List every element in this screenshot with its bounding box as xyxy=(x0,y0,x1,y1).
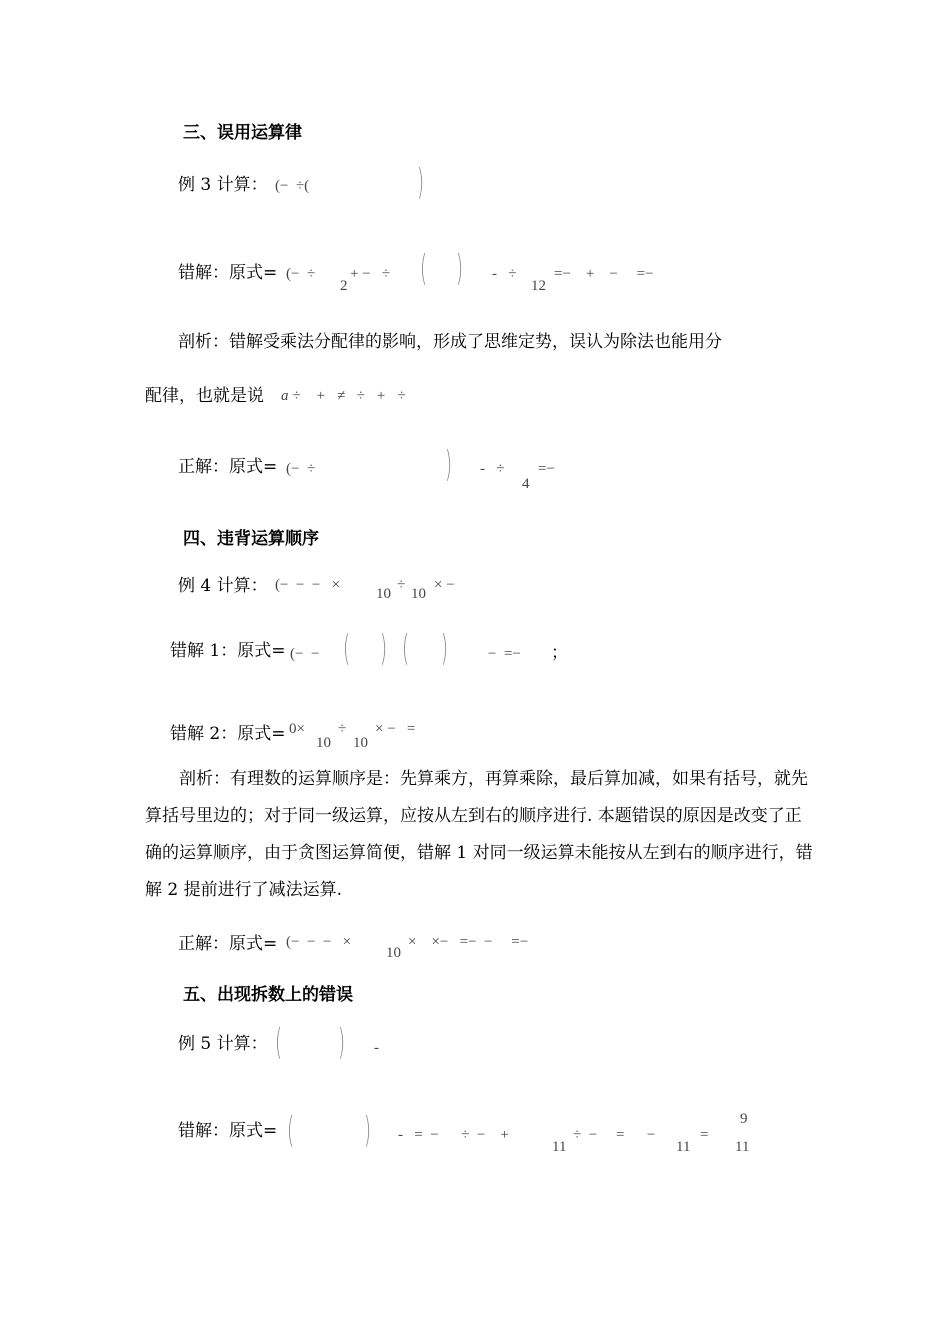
section3-wrong-expr-a: (− ÷ xyxy=(286,266,316,282)
section5-example-expr: - xyxy=(374,1040,379,1056)
section3-correct-label: 正解：原式= xyxy=(178,457,278,477)
section3-wrong-denominator-1: 2 xyxy=(340,278,348,294)
section5-heading: 五、出现拆数上的错误 xyxy=(183,985,353,1005)
section4-wrong2-expr-a: 0× xyxy=(289,721,305,737)
section4-analysis: 剖析：有理数的运算顺序是：先算乘方，再算乘除，最后算加减，如果有括号，就先算括号里边的；对于同一级运算，应按从左到右的顺序进行. 本题错误的原因是改变了正确的运算顺序，由于贪图运算简便，错解 1 对同一级运算未能按从左到右的顺序进行，错解 2 提前进行了减法运算. xyxy=(145,769,813,900)
section4-correct-expr-b: × ×− =− − =− xyxy=(408,934,529,950)
section5-wrong-expr-c: = xyxy=(700,1127,709,1143)
section5-wrong-expr-b: ÷ − = − xyxy=(573,1127,656,1143)
right-paren-icon: ) xyxy=(364,1110,372,1151)
section3-correct-expr-c: =− xyxy=(538,461,555,477)
section3-example-label: 例 3 计算： xyxy=(178,175,268,195)
section4-wrong2-label: 错解 2：原式= xyxy=(170,724,286,744)
section4-wrong2-expr-c: × − = xyxy=(375,721,416,737)
section5-wrong-label: 错解：原式= xyxy=(178,1121,278,1141)
section5-wrong-denominator-1: 11 xyxy=(552,1139,567,1155)
right-paren-icon: ) xyxy=(456,248,464,289)
section4-example-expr-a: (− − − × xyxy=(275,577,341,593)
section4-heading: 四、违背运算顺序 xyxy=(183,529,319,549)
section4-wrong1-expr-b: − =− xyxy=(488,646,521,662)
section4-correct-denominator: 10 xyxy=(386,945,401,961)
left-paren-icon: ( xyxy=(343,628,351,669)
section4-wrong1-expr-a: (− − xyxy=(290,646,320,662)
section4-correct-expr-a: (− − − × xyxy=(286,934,352,950)
left-paren-icon: ( xyxy=(420,248,428,289)
section4-wrong2-expr-b: ÷ xyxy=(338,721,347,737)
section4-example-label: 例 4 计算： xyxy=(178,576,268,596)
section4-wrong2-denominator-2: 10 xyxy=(353,735,368,751)
section3-analysis-line2: 配律，也就是说 xyxy=(145,386,264,406)
section4-example-expr-c: × − xyxy=(434,577,455,593)
right-paren-icon: ) xyxy=(445,444,453,485)
section3-example-expr: (− ÷( xyxy=(275,178,310,194)
section3-wrong-expr-c: - ÷ xyxy=(492,266,517,282)
section5-wrong-numerator-3: 9 xyxy=(740,1111,748,1127)
section4-example-denominator-1: 10 xyxy=(376,586,391,602)
left-paren-icon: ( xyxy=(402,628,410,669)
section5-wrong-denominator-3: 11 xyxy=(735,1139,750,1155)
section3-wrong-label: 错解：原式= xyxy=(178,263,278,283)
section3-correct-expr-b: - ÷ xyxy=(480,461,505,477)
left-paren-icon: ( xyxy=(275,1022,283,1063)
section3-correct-denominator: 4 xyxy=(522,476,530,492)
section5-wrong-denominator-2: 11 xyxy=(676,1139,691,1155)
section4-example-denominator-2: 10 xyxy=(411,586,426,602)
section4-correct-label: 正解：原式= xyxy=(178,934,278,954)
section4-wrong2-denominator-1: 10 xyxy=(316,735,331,751)
section3-correct-expr-a: (− ÷ xyxy=(286,461,316,477)
section5-wrong-expr-a: - = − ÷ − + xyxy=(398,1127,509,1143)
section3-heading: 三、误用运算律 xyxy=(183,123,302,143)
left-paren-icon: ( xyxy=(287,1110,295,1151)
section4-wrong1-end: ； xyxy=(551,643,568,663)
right-paren-icon: ) xyxy=(441,628,449,669)
section3-wrong-expr-b: + − ÷ xyxy=(350,266,391,282)
section3-wrong-denominator-2: 12 xyxy=(531,278,546,294)
right-paren-icon: ) xyxy=(338,1022,346,1063)
section3-analysis-formula: a ÷ + ≠ ÷ + ÷ xyxy=(281,388,406,404)
section4-example-expr-b: ÷ xyxy=(397,577,406,593)
section3-wrong-expr-d: =− + − =− xyxy=(554,266,654,282)
right-paren-icon: ) xyxy=(380,628,388,669)
section4-wrong1-label: 错解 1：原式= xyxy=(170,641,286,661)
section5-example-label: 例 5 计算： xyxy=(178,1034,268,1054)
section3-analysis-line1: 剖析：错解受乘法分配律的影响，形成了思维定势，误认为除法也能用分 xyxy=(178,332,722,352)
right-paren-icon: ) xyxy=(417,162,425,203)
